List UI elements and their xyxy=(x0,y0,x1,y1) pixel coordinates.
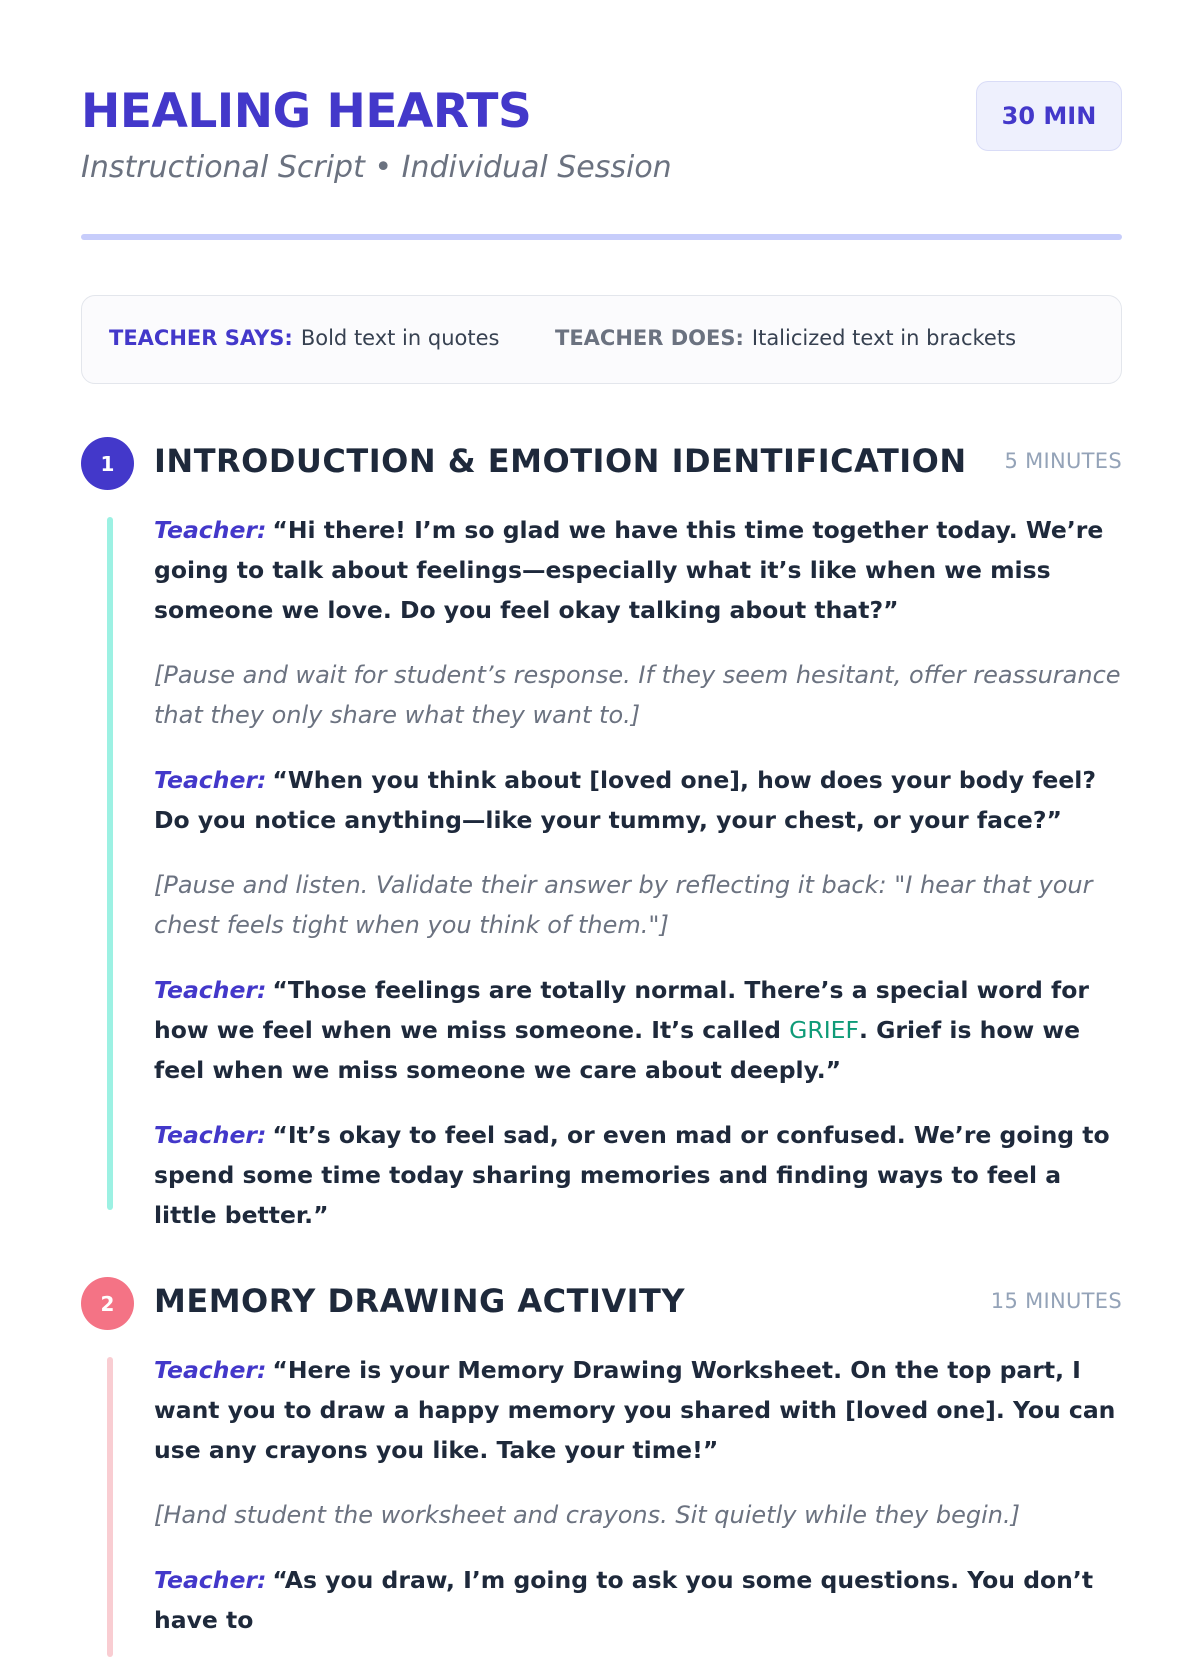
legend-does-desc: Italicized text in brackets xyxy=(751,326,1017,350)
legend-says-desc: Bold text in quotes xyxy=(300,326,500,350)
speaker-label: Teacher: xyxy=(154,766,267,794)
speaker-label: Teacher: xyxy=(154,1356,267,1384)
speaker-label: Teacher: xyxy=(154,976,267,1004)
legend-teacher-does xyxy=(555,326,1016,350)
teacher-says-line xyxy=(154,510,1122,630)
says-text: “Hi there! I’m so glad we have this time together today. We’re going to talk about feelings—especially what it’s like when we miss someone we love. Do you feel okay talking about that?” xyxy=(154,516,1104,624)
page-header xyxy=(81,78,1122,238)
section-title: MEMORY DRAWING ACTIVITY xyxy=(154,1282,686,1320)
teacher-says-line xyxy=(154,760,1122,840)
section-introduction xyxy=(81,437,1122,1229)
section-time: 15 MINUTES xyxy=(990,1289,1122,1313)
speaker-label: Teacher: xyxy=(154,1121,267,1149)
says-text: “Those feelings are totally normal. There’s a special word for how we feel when we miss someone. It’s called xyxy=(154,976,1089,1044)
section-number-badge: 1 xyxy=(81,437,134,490)
page-subtitle: Instructional Script • Individual Session xyxy=(81,150,672,185)
page-title: HEALING HEARTS xyxy=(81,84,532,139)
says-text: “When you think about [loved one], how does your body feel? Do you notice anything—like your tummy, your chest, or your face?” xyxy=(154,766,1096,834)
speaker-label: Teacher: xyxy=(154,516,267,544)
legend-says-key: TEACHER SAYS: xyxy=(109,326,293,350)
header-divider xyxy=(81,234,1122,240)
section-number-badge: 2 xyxy=(81,1277,134,1330)
teacher-does-line: [Pause and listen. Validate their answer by reflecting it back: "I hear that your chest feels tight when you think of them."] xyxy=(154,871,1093,939)
section-accent-bar xyxy=(107,1357,113,1657)
section-time: 5 MINUTES xyxy=(1004,449,1122,473)
section-accent-bar xyxy=(107,517,113,1210)
section-body xyxy=(154,1350,1122,1665)
teacher-does-line: [Hand student the worksheet and crayons. Sit quietly while they begin.] xyxy=(154,1501,1020,1529)
says-text: “Here is your Memory Drawing Worksheet. On the top part, I want you to draw a happy memory you shared with [loved one]. You can use any crayons you like. Take your time!” xyxy=(154,1356,1116,1464)
says-text: . Grief is how we feel when we miss someone we care about deeply.” xyxy=(154,1016,1081,1084)
duration-badge: 30 MIN xyxy=(976,81,1122,151)
teacher-does-line: [Pause and wait for student’s response. If they seem hesitant, offer reassurance that they only share what they want to.] xyxy=(154,661,1121,729)
teacher-says-line xyxy=(154,1560,1122,1640)
says-text: “As you draw, I’m going to ask you some questions. You don’t have to xyxy=(154,1566,1094,1634)
keyword-grief: GRIEF xyxy=(789,1016,859,1044)
teacher-says-line xyxy=(154,1350,1122,1470)
legend-does-key: TEACHER DOES: xyxy=(555,326,744,350)
teacher-says-line xyxy=(154,970,1122,1090)
section-memory-drawing xyxy=(81,1277,1122,1634)
says-text: “It’s okay to feel sad, or even mad or confused. We’re going to spend some time today sharing memories and finding ways to feel a little better.” xyxy=(154,1121,1110,1229)
legend-box xyxy=(81,295,1122,384)
section-title: INTRODUCTION & EMOTION IDENTIFICATION xyxy=(154,442,967,480)
legend-teacher-says xyxy=(109,326,499,350)
section-body xyxy=(154,510,1122,1260)
teacher-says-line xyxy=(154,1115,1122,1235)
speaker-label: Teacher: xyxy=(154,1566,267,1594)
